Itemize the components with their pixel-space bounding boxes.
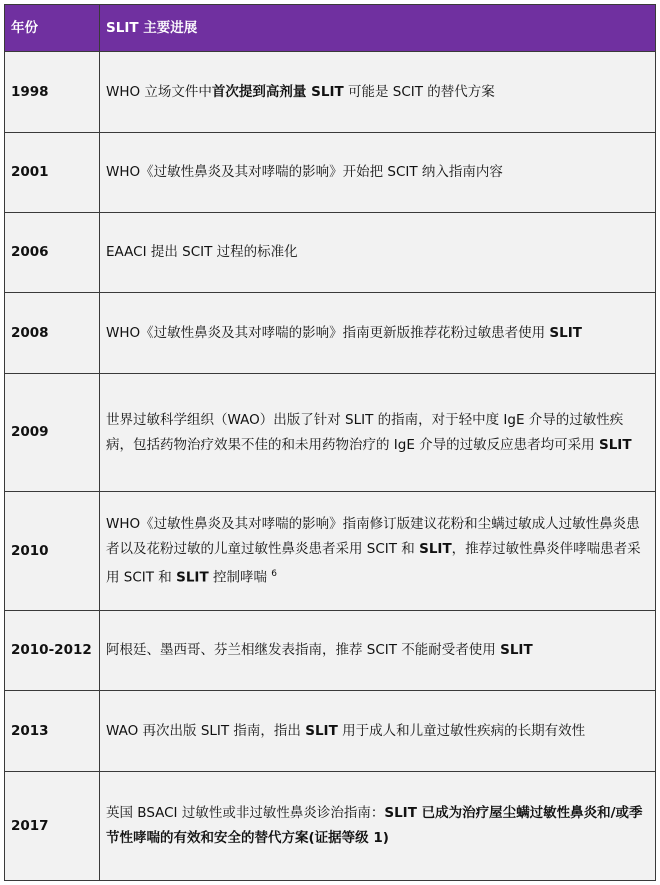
header-progress: SLIT 主要进展 <box>100 5 656 52</box>
text-segment: 可能是 SCIT 的替代方案 <box>343 83 495 100</box>
table-row <box>5 52 656 133</box>
progress-cell <box>100 52 656 133</box>
table-row <box>5 691 656 772</box>
header-year: 年份 <box>5 5 100 52</box>
table-row <box>5 293 656 374</box>
table-row <box>5 611 656 691</box>
text-segment: SLIT <box>305 722 338 739</box>
text-segment: SLIT 已成为治疗屋尘螨过敏性鼻炎和/或季节性哮喘的有效和安全的替代方案(证据等级 1) <box>106 805 643 846</box>
text-segment: 英国 BSACI 过敏性或非过敏性鼻炎诊治指南： <box>106 805 385 821</box>
year-cell: 2010-2012 <box>5 611 100 691</box>
table-row <box>5 133 656 213</box>
text-segment: SLIT <box>500 642 533 658</box>
slit-progress-table <box>4 4 656 881</box>
progress-cell <box>100 772 656 881</box>
table-row <box>5 374 656 492</box>
year-cell: 1998 <box>5 52 100 133</box>
text-segment: WAO 再次出版 SLIT 指南，指出 <box>106 722 306 739</box>
text-segment: ，推荐过敏性鼻炎伴哮喘患者采用 SCIT 和 <box>106 540 641 586</box>
footnote-ref: 6 <box>271 568 277 579</box>
progress-cell <box>100 374 656 492</box>
text-segment: SLIT <box>419 540 452 557</box>
text-segment: WHO《过敏性鼻炎及其对哮喘的影响》指南修订版建议花粉和尘螨过敏成人过敏性鼻炎患者以及花粉过敏的儿童过敏性鼻炎患者采用 SCIT 和 <box>106 515 640 557</box>
text-segment: WHO《过敏性鼻炎及其对哮喘的影响》开始把 SCIT 纳入指南内容 <box>106 164 503 180</box>
table-row <box>5 213 656 293</box>
text-segment: 用于成人和儿童过敏性疾病的长期有效性 <box>337 722 586 739</box>
text-segment: 世界过敏科学组织（WAO）出版了针对 SLIT 的指南，对于轻中度 IgE 介导的过敏性疾病，包括药物治疗效果不佳的和未用药物治疗的 IgE 介导的过敏反应患者均可采用 <box>106 411 624 453</box>
progress-cell <box>100 133 656 213</box>
text-segment: WHO《过敏性鼻炎及其对哮喘的影响》指南更新版推荐花粉过敏患者使用 <box>106 324 550 341</box>
text-segment: EAACI 提出 SCIT 过程的标准化 <box>106 244 298 260</box>
progress-cell <box>100 213 656 293</box>
year-cell: 2008 <box>5 293 100 374</box>
table-header-row <box>5 5 656 52</box>
text-segment: 控制哮喘 <box>208 569 272 586</box>
year-cell: 2009 <box>5 374 100 492</box>
progress-cell <box>100 691 656 772</box>
table-row <box>5 492 656 611</box>
progress-cell <box>100 492 656 611</box>
progress-cell <box>100 293 656 374</box>
progress-cell <box>100 611 656 691</box>
year-cell: 2010 <box>5 492 100 611</box>
text-segment: 首次提到高剂量 SLIT <box>211 83 344 100</box>
year-cell: 2017 <box>5 772 100 881</box>
text-segment: SLIT <box>549 324 582 341</box>
text-segment: SLIT <box>598 436 632 453</box>
table-row <box>5 772 656 881</box>
year-cell: 2013 <box>5 691 100 772</box>
text-segment: SLIT <box>176 569 209 586</box>
year-cell: 2001 <box>5 133 100 213</box>
text-segment: WHO 立场文件中 <box>106 83 212 100</box>
text-segment: 阿根廷、墨西哥、芬兰相继发表指南，推荐 SCIT 不能耐受者使用 <box>106 642 501 658</box>
year-cell: 2006 <box>5 213 100 293</box>
